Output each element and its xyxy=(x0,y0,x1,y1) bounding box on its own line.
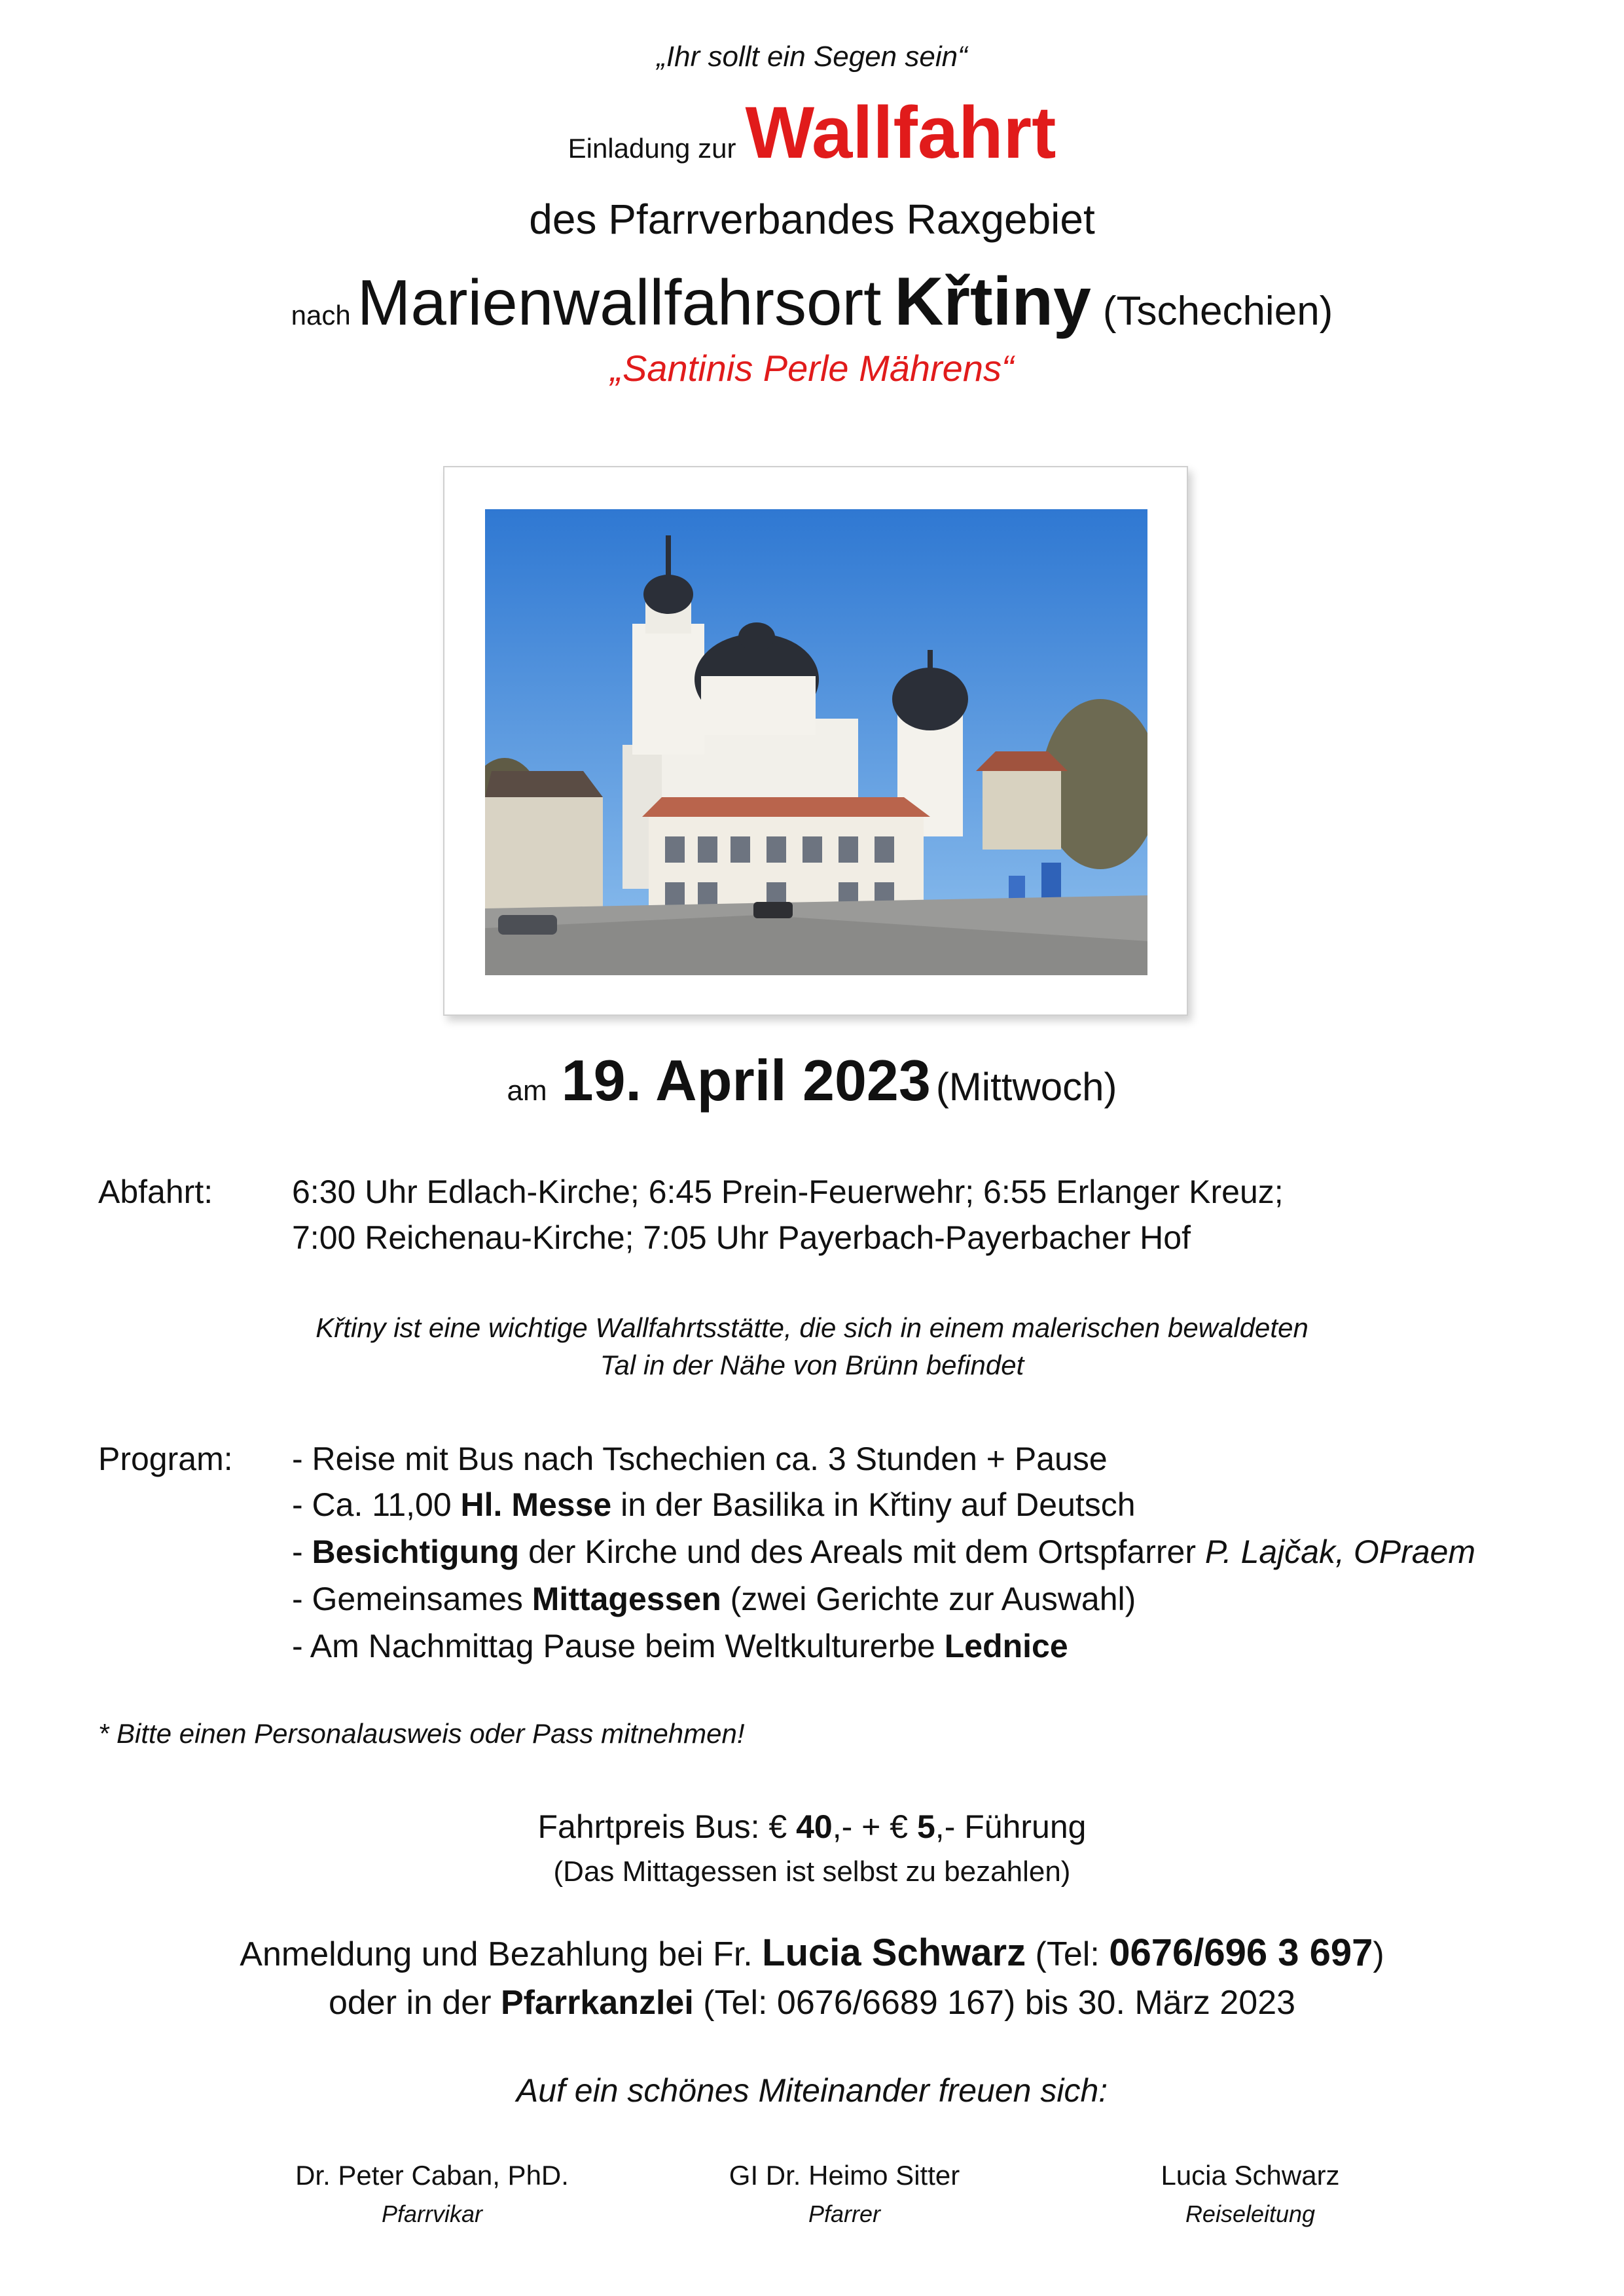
registration-text: (Tel: xyxy=(1026,1935,1110,1973)
signature-role: Reiseleitung xyxy=(1185,2200,1316,2227)
price-text: ,- Führung xyxy=(935,1808,1087,1845)
signature-block xyxy=(203,2160,661,2228)
about-text: Tal in der Nähe von Brünn befindet xyxy=(600,1350,1024,1380)
program-item xyxy=(292,1533,1475,1571)
registration-text: Anmeldung und Bezahlung bei Fr. xyxy=(240,1935,763,1973)
registration-text: ) xyxy=(1373,1935,1384,1973)
registration-phone: 0676/696 3 697 xyxy=(1109,1931,1373,1974)
program-text: (zwei Gerichte zur Auswahl) xyxy=(721,1581,1136,1617)
invite-title: Wallfahrt xyxy=(745,92,1056,173)
program-text: - Ca. 11,00 xyxy=(292,1486,461,1523)
destination-country: (Tschechien) xyxy=(1102,289,1333,334)
signature-role: Pfarrvikar xyxy=(381,2200,483,2227)
registration-text: oder in der xyxy=(328,1984,501,2022)
program-text: der Kirche und des Areals mit dem Ortspfarrer xyxy=(519,1534,1205,1570)
signature-block xyxy=(615,2160,1074,2228)
program-item xyxy=(292,1580,1136,1618)
registration-line xyxy=(0,1931,1624,1975)
registration-line xyxy=(0,1983,1624,2022)
date-prefix: am xyxy=(507,1075,547,1107)
price-note: (Das Mittagessen ist selbst zu bezahlen) xyxy=(553,1856,1071,1888)
program-text: - Am Nachmittag Pause beim Weltkulturerbe xyxy=(292,1628,945,1664)
destination-heading xyxy=(0,263,1624,341)
registration-contact: Lucia Schwarz xyxy=(762,1931,1026,1974)
destination-prefix: nach xyxy=(291,300,351,331)
invite-prefix: Einladung zur xyxy=(568,133,736,164)
signature-block xyxy=(1021,2160,1479,2228)
program-highlight: Hl. Messe xyxy=(460,1486,612,1523)
departure-line: 6:30 Uhr Edlach-Kirche; 6:45 Prein-Feuerwehr; 6:55 Erlanger Kreuz; xyxy=(292,1174,1284,1210)
signature-name: GI Dr. Heimo Sitter xyxy=(729,2160,960,2191)
program-text: - Gemeinsames xyxy=(292,1581,532,1617)
program-text: in der Basilika in Křtiny auf Deutsch xyxy=(611,1486,1136,1523)
program-highlight: Mittagessen xyxy=(532,1581,721,1617)
greeting: Auf ein schönes Miteinander freuen sich: xyxy=(516,2072,1108,2109)
signature-name: Lucia Schwarz xyxy=(1161,2160,1340,2191)
about-text: Křtiny ist eine wichtige Wallfahrtsstätte, die sich in einem malerischen bewaldeten xyxy=(316,1312,1308,1343)
departure-label: Abfahrt: xyxy=(98,1174,213,1210)
program-text: - xyxy=(292,1534,312,1570)
program-item xyxy=(292,1627,1068,1665)
program-item xyxy=(292,1486,1136,1524)
church-photo-icon xyxy=(485,509,1147,975)
price-text: ,- + € xyxy=(832,1808,917,1845)
subtitle: „Santinis Perle Mährens“ xyxy=(610,348,1014,389)
date-main: 19. April 2023 xyxy=(561,1048,931,1113)
photo-frame xyxy=(443,466,1188,1016)
program-highlight: Besichtigung xyxy=(312,1534,520,1570)
price-amount: 5 xyxy=(916,1808,935,1845)
event-date xyxy=(0,1047,1624,1114)
price-text: Fahrtpreis Bus: € xyxy=(537,1808,797,1845)
invite-heading xyxy=(0,90,1624,175)
signature-role: Pfarrer xyxy=(808,2200,881,2227)
id-note: * Bitte einen Personalausweis oder Pass mitnehmen! xyxy=(98,1718,745,1749)
program-priest: P. Lajčak, OPraem xyxy=(1204,1534,1476,1570)
price-line xyxy=(0,1808,1624,1846)
parish-name: des Pfarrverbandes Raxgebiet xyxy=(529,196,1095,243)
signature-name: Dr. Peter Caban, PhD. xyxy=(295,2160,569,2191)
motto: „Ihr sollt ein Segen sein“ xyxy=(657,41,967,73)
registration-office: Pfarrkanzlei xyxy=(500,1984,694,2022)
registration-text: (Tel: 0676/6689 167) bis 30. März 2023 xyxy=(693,1984,1296,2022)
price-amount: 40 xyxy=(796,1808,833,1845)
destination-name: Křtiny xyxy=(894,264,1091,340)
date-weekday: (Mittwoch) xyxy=(935,1065,1117,1109)
program-label: Program: xyxy=(98,1441,233,1477)
destination-place: Marienwallfahrsort xyxy=(357,266,882,338)
program-item: - Reise mit Bus nach Tschechien ca. 3 Stunden + Pause xyxy=(292,1441,1108,1477)
departure-line: 7:00 Reichenau-Kirche; 7:05 Uhr Payerbach-Payerbacher Hof xyxy=(292,1219,1191,1256)
program-highlight: Lednice xyxy=(944,1628,1068,1664)
